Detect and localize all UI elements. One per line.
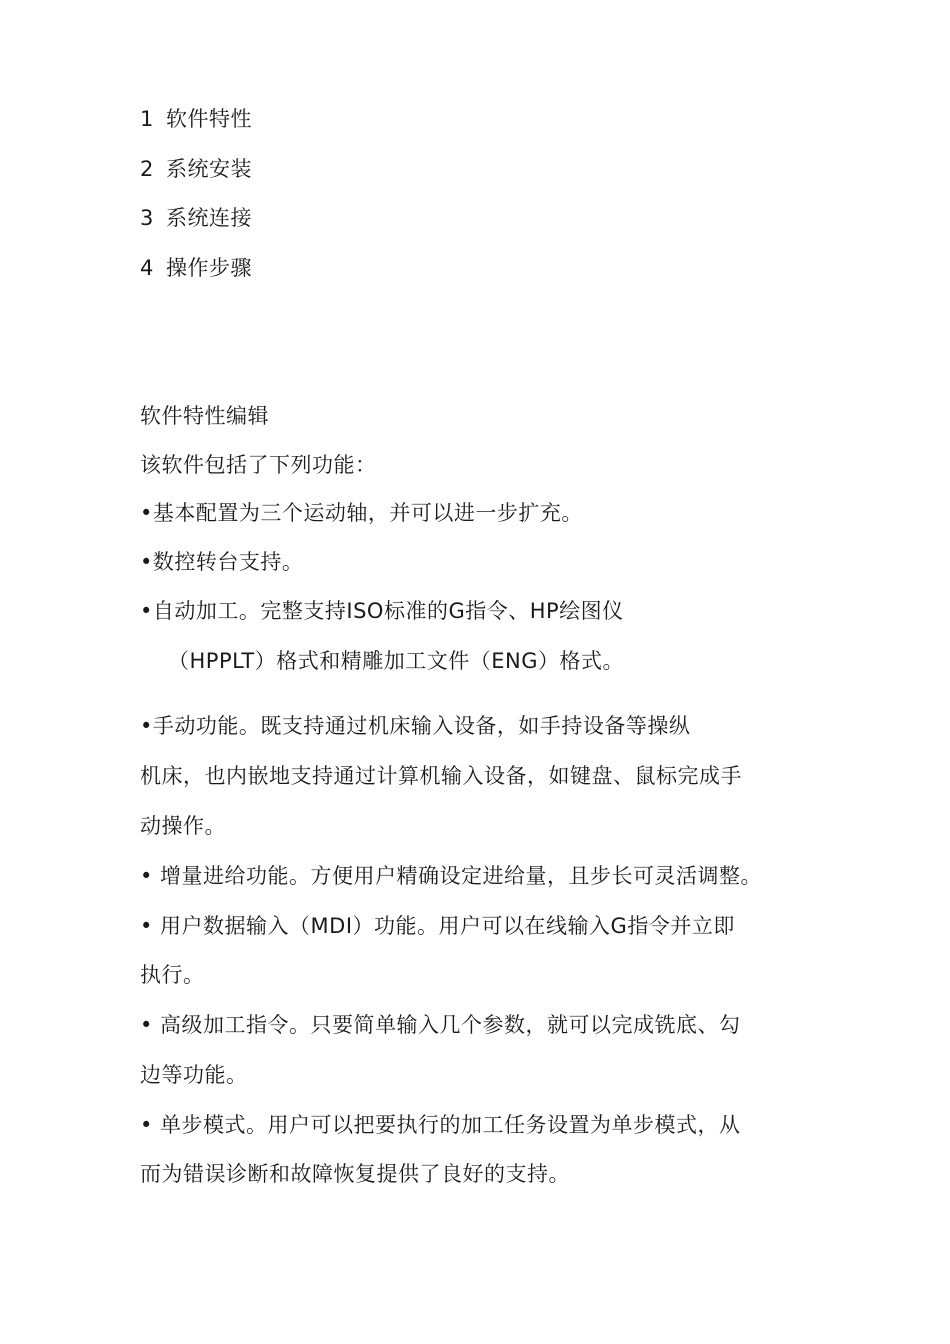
toc-label: 系统安装 [166,157,252,181]
intro-text: 该软件包括了下列功能： [140,453,377,477]
feature-line: 而为错误诊断和故障恢复提供了良好的支持。 [140,1162,570,1186]
toc-label: 操作步骤 [166,256,252,280]
toc-item-2 [140,154,252,184]
feature-line: 动操作。 [140,814,226,838]
toc-item-4 [140,253,252,283]
feature-line: •自动加工。完整支持ISO标准的G指令、HP绘图仪 [140,599,624,623]
feature-line: •手动功能。既支持通过机床输入设备，如手持设备等操纵 [140,714,691,738]
toc-label: 系统连接 [166,206,252,230]
feature-line: • 增量进给功能。方便用户精确设定进给量，且步长可灵活调整。 [140,864,763,888]
feature-line: •基本配置为三个运动轴，并可以进一步扩充。 [140,501,583,525]
feature-line: • 单步模式。用户可以把要执行的加工任务设置为单步模式，从 [140,1113,741,1137]
feature-line: • 高级加工指令。只要简单输入几个参数，就可以完成铣底、勾 [140,1013,741,1037]
toc-label: 软件特性 [166,107,252,131]
feature-line: 边等功能。 [140,1063,248,1087]
feature-line: 执行。 [140,963,205,987]
feature-line: • 用户数据输入（MDI）功能。用户可以在线输入G指令并立即 [140,914,735,938]
feature-line: 机床，也内嵌地支持通过计算机输入设备，如键盘、鼠标完成手 [140,764,742,788]
toc-item-3 [140,203,252,233]
toc-number: 1 [140,107,154,131]
feature-line: •数控转台支持。 [140,550,304,574]
toc-number: 4 [140,256,154,280]
toc-number: 3 [140,206,154,230]
toc-item-1 [140,104,252,134]
toc-number: 2 [140,157,154,181]
section-title: 软件特性编辑 [140,404,269,428]
feature-line: （HPPLT）格式和精雕加工文件（ENG）格式。 [168,649,625,673]
